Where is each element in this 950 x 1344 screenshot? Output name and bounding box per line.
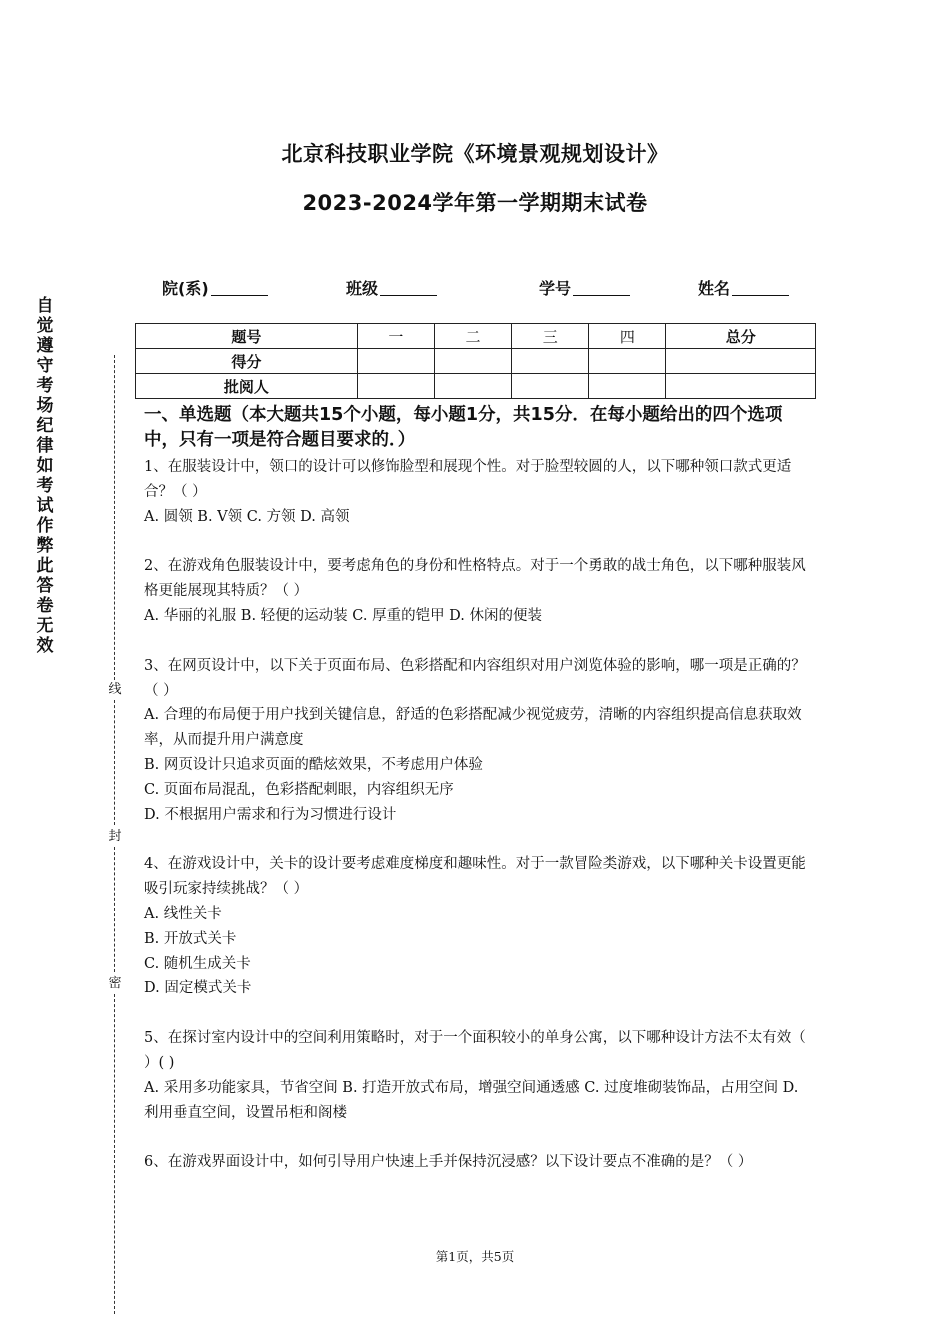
question-item	[144, 455, 816, 529]
score-table	[135, 323, 816, 399]
grader-cell[interactable]	[666, 374, 816, 399]
binding-line-bottom	[114, 994, 115, 1314]
binding-line-upper	[114, 355, 115, 680]
seal-mark-secret: 密	[106, 976, 124, 992]
question-option: A. 合理的布局便于用户找到关键信息，舒适的色彩搭配减少视觉疲劳，清晰的内容组织提高信息获取效率，从而提升用户满意度	[144, 707, 802, 749]
header-cell: 二	[434, 324, 511, 349]
grader-cell[interactable]	[357, 374, 434, 399]
question-list	[144, 455, 816, 1175]
question-option: A. 圆领 B. V领 C. 方领 D. 高领	[144, 508, 350, 525]
header-cell: 题号	[136, 324, 358, 349]
grader-cell[interactable]	[434, 374, 511, 399]
seal-mark-seal: 封	[106, 829, 124, 845]
question-option: D. 固定模式关卡	[144, 980, 252, 997]
info-class: 班级	[346, 276, 437, 299]
question-option: D. 不根据用户需求和行为习惯进行设计	[144, 806, 397, 823]
grader-cell[interactable]	[512, 374, 589, 399]
score-cell[interactable]	[512, 349, 589, 374]
question-stem: 3、在网页设计中，以下关于页面布局、色彩搭配和内容组织对用户浏览体验的影响，哪一项是正确的？（ ）	[144, 657, 806, 699]
question-stem: 5、在探讨室内设计中的空间利用策略时，对于一个面积较小的单身公寓，以下哪种设计方法不太有效（ ）( )	[144, 1030, 806, 1071]
binding-line-middle	[114, 700, 115, 825]
question-option: A. 采用多功能家具，节省空间 B. 打造开放式布局，增强空间通透感 C. 过度堆砌装饰品，占用空间 D. 利用垂直空间，设置吊柜和阁楼	[144, 1079, 799, 1121]
question-option: C. 随机生成关卡	[144, 955, 251, 972]
seal-mark-line: 线	[106, 682, 124, 698]
header-cell: 三	[512, 324, 589, 349]
info-dept: 院(系)	[162, 276, 268, 299]
question-item	[144, 852, 816, 1001]
score-cell[interactable]	[666, 349, 816, 374]
score-table-header	[136, 324, 816, 349]
grader-row	[136, 374, 816, 399]
header-cell: 总分	[666, 324, 816, 349]
student-id-blank[interactable]	[573, 279, 630, 296]
question-stem: 2、在游戏角色服装设计中，要考虑角色的身份和性格特点。对于一个勇敢的战士角色，以下哪种服装风格更能展现其特质？（ ）	[144, 558, 806, 600]
page-footer: 第1页，共5页	[435, 1249, 515, 1264]
row-label: 批阅人	[136, 374, 358, 399]
score-cell[interactable]	[357, 349, 434, 374]
question-option: A. 线性关卡	[144, 905, 222, 922]
section-title: 一、单选题（本大题共15个小题，每小题1分，共15分．在每小题给出的四个选项中，只有一项是符合题目要求的．）	[144, 405, 783, 450]
exam-body	[144, 403, 816, 1200]
question-option: C. 页面布局混乱，色彩搭配刺眼，内容组织无序	[144, 781, 454, 798]
header-cell: 一	[357, 324, 434, 349]
exam-title-line2: 2023-2024学年第一学期期末试卷	[302, 191, 648, 215]
binding-line-lower	[114, 847, 115, 972]
question-item	[144, 654, 816, 828]
name-blank[interactable]	[732, 279, 789, 296]
row-label: 得分	[136, 349, 358, 374]
question-option: B. 开放式关卡	[144, 930, 237, 947]
question-option: A. 华丽的礼服 B. 轻便的运动装 C. 厚重的铠甲 D. 休闲的便装	[144, 607, 543, 624]
question-item	[144, 554, 816, 628]
score-row	[136, 349, 816, 374]
question-option: B. 网页设计只追求页面的酷炫效果，不考虑用户体验	[144, 756, 483, 773]
exam-discipline-notice: 自觉遵守考场纪律如考试作弊此答卷无效	[36, 296, 54, 656]
info-student-id: 学号	[539, 276, 630, 299]
grader-cell[interactable]	[589, 374, 666, 399]
header-cell: 四	[589, 324, 666, 349]
class-blank[interactable]	[380, 279, 437, 296]
question-stem: 6、在游戏界面设计中，如何引导用户快速上手并保持沉浸感？以下设计要点不准确的是？（ ）	[144, 1154, 753, 1171]
question-item	[144, 1026, 816, 1125]
score-cell[interactable]	[589, 349, 666, 374]
score-cell[interactable]	[434, 349, 511, 374]
info-name: 姓名	[698, 276, 789, 299]
question-item	[144, 1150, 816, 1175]
dept-blank[interactable]	[211, 279, 268, 296]
exam-title-line1: 北京科技职业学院《环境景观规划设计》	[281, 142, 669, 166]
question-stem: 1、在服装设计中，领口的设计可以修饰脸型和展现个性。对于脸型较圆的人，以下哪种领口款式更适合？（ ）	[144, 459, 792, 500]
question-stem: 4、在游戏设计中，关卡的设计要考虑难度梯度和趣味性。对于一款冒险类游戏，以下哪种关卡设置更能吸引玩家持续挑战？（ ）	[144, 856, 806, 898]
